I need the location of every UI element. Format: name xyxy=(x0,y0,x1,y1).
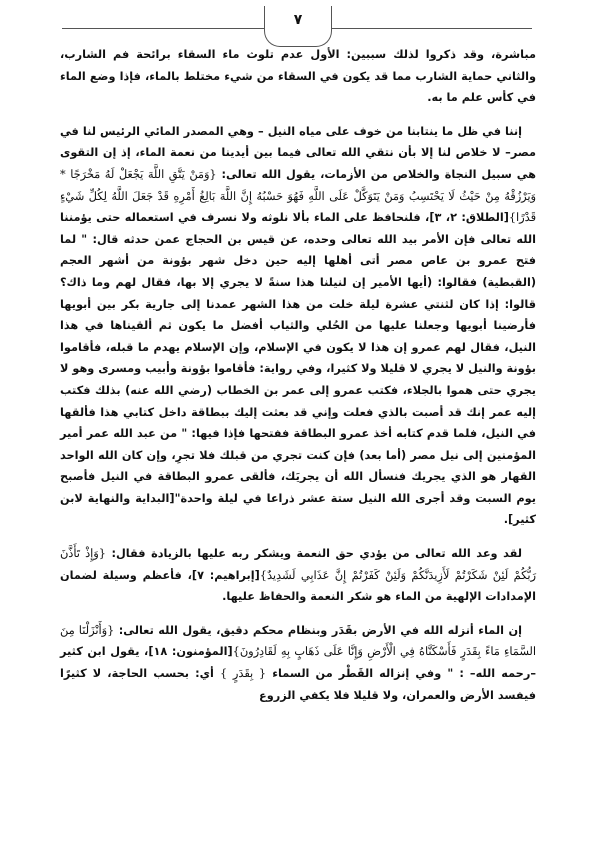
header-rule-right xyxy=(330,28,532,29)
paragraph-4 xyxy=(60,620,536,706)
quran-verse: {وَإِذْ تَأَذَّنَ رَبُّكُمْ لَئِنْ شَكَرْتُمْ لَأَزِيدَنَّكُمْ وَلَئِنْ كَفَرْتُمْ إِنَّ عَذَابِي لَشَدِيدٌ} xyxy=(60,547,537,582)
page-header xyxy=(0,0,596,50)
header-rule-left xyxy=(62,28,264,29)
page-body xyxy=(60,44,536,718)
page-number-badge xyxy=(264,6,332,47)
quran-verse: { بِقَدَرٍ } xyxy=(219,667,267,681)
paragraph-text: لقد وعد الله تعالى من يؤدي حق النعمة ويشكر ربه عليها بالزيادة فقال: xyxy=(105,547,522,561)
paragraph-2 xyxy=(60,121,536,531)
paragraph-text: [المؤمنون: ١٨]، يقول ابن كثير –رحمه الله– : " وفي إنزاله القَطْر من السماء xyxy=(60,645,536,681)
paragraph-text: [إبراهيم: ٧]، فأعظم وسيلة لضمان الإمدادات الإلهية من الماء هو شكر النعمة والحفاظ عليها. xyxy=(60,568,536,604)
paragraph-text: أي: بحسب الحاجة، لا كثيرًا فيفسد الأرض والعمران، ولا قليلا فلا يكفي الزروع xyxy=(60,667,536,702)
paragraph-text: مباشرة، وقد ذكروا لذلك سببين: الأول عدم تلوث ماء السقاء برائحة فم الشارب، والثاني حماية الشارب مما قد يكون في السقاء من شيء مختلط بالماء، فإذا وضع الماء في كأس علم ما به. xyxy=(60,48,536,105)
paragraph-1 xyxy=(60,44,536,109)
paragraph-text: [الطلاق: ٢، ٣]، فلنحافظ على الماء بألا نلوثه ولا نسرف في استعماله حتى يؤمننا الله تعالى فإن الأمر بيد الله تعالى وحده، عن قيس بن الحجاج عمن حدثه قال: " لما فتح عمرو بن عاص مصر أتى أهلها إليه حين دخل شهر بؤونة من أشهر العجم (القبطية) فقالوا: (أيها الأمير إن لنيلنا هذا سنةً لا يجري إلا بها، فقال لهم وما ذاك؟ قالوا: إذا كان لثنتي عشرة ليلة خلت من هذا الشهر عمدنا إلى جارية بكر بين أبويها فأرضينا أبويها وجعلنا عليها من الحُلي والثياب أفضل ما يكون ثم ألقيناها في هذا النيل، فقال لهم عمرو إن هذا لا يكون في الإسلام، وإن الإسلام يهدم ما قبله، فأقاموا بؤونة والنيل لا يجري لا قليلا ولا كثيرا، وفي رواية: فأقاموا بؤونة وأبيب ومسرى وهو لا يجري حتى هموا بالجلاء، فكتب عمرو إلى عمر بن الخطاب (رضي الله عنه) بذلك فكتب إليه عمر إنك قد أصبت بالذي فعلت وإني قد بعثت إليك ببطاقة داخل كتابي هذا فألقها في النيل، فلما قدم كتابه أخذ عمرو البطاقة ففتحها فإذا فيها: " من عبد الله عمر أمير المؤمنين إلى نيل مصر (أما بعد) فإن كنت تجري من قبلك فلا تجرِ، وإن كان الله الواحد القهار هو الذي يجريك فنسأل الله أن يجريَك، فألقى عمرو البطاقة في النيل فأصبح يوم السبت وقد أجرى الله النيل ستة عشر ذراعا في ليلة واحدة"[البداية والنهاية لابن كثير]. xyxy=(60,211,536,527)
paragraph-text: إن الماء أنزله الله في الأرض بقَدَر وبنظام محكم دقيق، يقول الله تعالى: xyxy=(114,623,523,637)
page-number: ٧ xyxy=(293,12,303,28)
paragraph-text: إننا في ظل ما ينتابنا من خوف على مياه النيل – وهي المصدر المائي الرئيس لنا في مصر– لا خلاص لنا إلا بأن نتقي الله تعالى فيما بين أيدينا من نعمة الماء، إذ إن التقوى هي سبيل النجاة والخلاص من الأزمات، يقول الله تعالى: xyxy=(60,124,536,181)
quran-verse: {وَمَنْ يَتَّقِ اللَّهَ يَجْعَلْ لَهُ مَخْرَجًا * وَيَرْزُقْهُ مِنْ حَيْثُ لَا يَحْتَسِبُ وَمَنْ يَتَوَكَّلْ عَلَى اللَّهِ فَهُوَ حَسْبُهُ إِنَّ اللَّهَ بَالِغُ أَمْرِهِ قَدْ جَعَلَ اللَّهُ لِكُلِّ شَيْءٍ قَدْرًا} xyxy=(60,167,536,225)
quran-verse: {وَأَنْزَلْنَا مِنَ السَّمَاءِ مَاءً بِقَدَرٍ فَأَسْكَنَّاهُ فِي الْأَرْضِ وَإِنَّا عَلَى ذَهَابٍ بِهِ لَقَادِرُونَ} xyxy=(60,623,536,659)
paragraph-3 xyxy=(60,543,536,608)
